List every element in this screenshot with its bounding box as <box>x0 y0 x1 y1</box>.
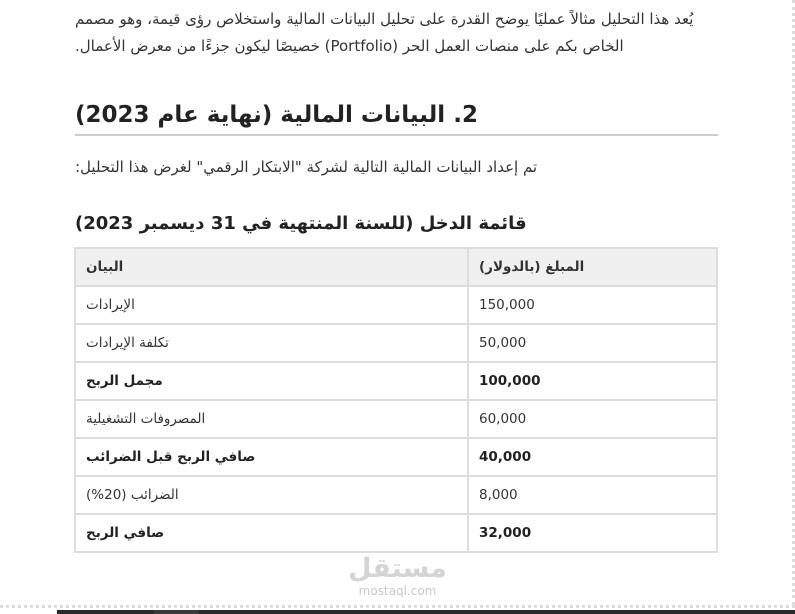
table-row <box>75 476 717 514</box>
row-amount: 100,000 <box>468 362 717 400</box>
bottom-bar-segment <box>57 610 154 614</box>
intro-paragraph: يُعد هذا التحليل مثالاً عمليًا يوضح القدرة على تحليل البيانات المالية واستخلاص رؤى قيمة، وهو مصمم الخاص بكم على منصات العمل الحر (Portfolio) خصيصًا ليكون جزءًا من معرض الأعمال. <box>75 10 694 55</box>
row-item: تكلفة الإيرادات <box>75 324 468 362</box>
row-amount: 32,000 <box>468 514 717 552</box>
income-statement-table <box>74 247 718 553</box>
bottom-bar-segment <box>199 610 795 614</box>
column-header-amount: المبلغ (بالدولار) <box>468 248 717 286</box>
income-statement-title-text: قائمة الدخل (للسنة المنتهية في 31 ديسمبر 2023) <box>75 213 527 234</box>
row-amount: 8,000 <box>468 476 717 514</box>
row-item: المصروفات التشغيلية <box>75 400 468 438</box>
row-amount: 60,000 <box>468 400 717 438</box>
watermark-domain: mostaql.com <box>358 584 437 598</box>
row-amount: 50,000 <box>468 324 717 362</box>
row-item: صافي الربح <box>75 514 468 552</box>
row-item: مجمل الربح <box>75 362 468 400</box>
mostaql-watermark <box>340 554 455 598</box>
bottom-bar-segment <box>154 610 199 614</box>
table-row <box>75 286 717 324</box>
table-row <box>75 400 717 438</box>
table-row <box>75 362 717 400</box>
watermark-logo-text: مستقل <box>348 553 447 584</box>
income-statement-title <box>75 208 718 240</box>
row-amount: 150,000 <box>468 286 717 324</box>
row-amount: 40,000 <box>468 438 717 476</box>
row-item: الإيرادات <box>75 286 468 324</box>
table-row <box>75 324 717 362</box>
section-description: تم إعداد البيانات المالية التالية لشركة "الابتكار الرقمي" لغرض هذا التحليل: <box>75 158 538 176</box>
table-header-row <box>75 248 717 286</box>
table-row <box>75 514 717 552</box>
section-heading <box>75 96 718 136</box>
column-header-item: البيان <box>75 248 468 286</box>
row-item: الضرائب (20%) <box>75 476 468 514</box>
table-row <box>75 438 717 476</box>
row-item: صافي الربح قبل الضرائب <box>75 438 468 476</box>
section-heading-text: 2. البيانات المالية (نهاية عام 2023) <box>75 102 478 128</box>
